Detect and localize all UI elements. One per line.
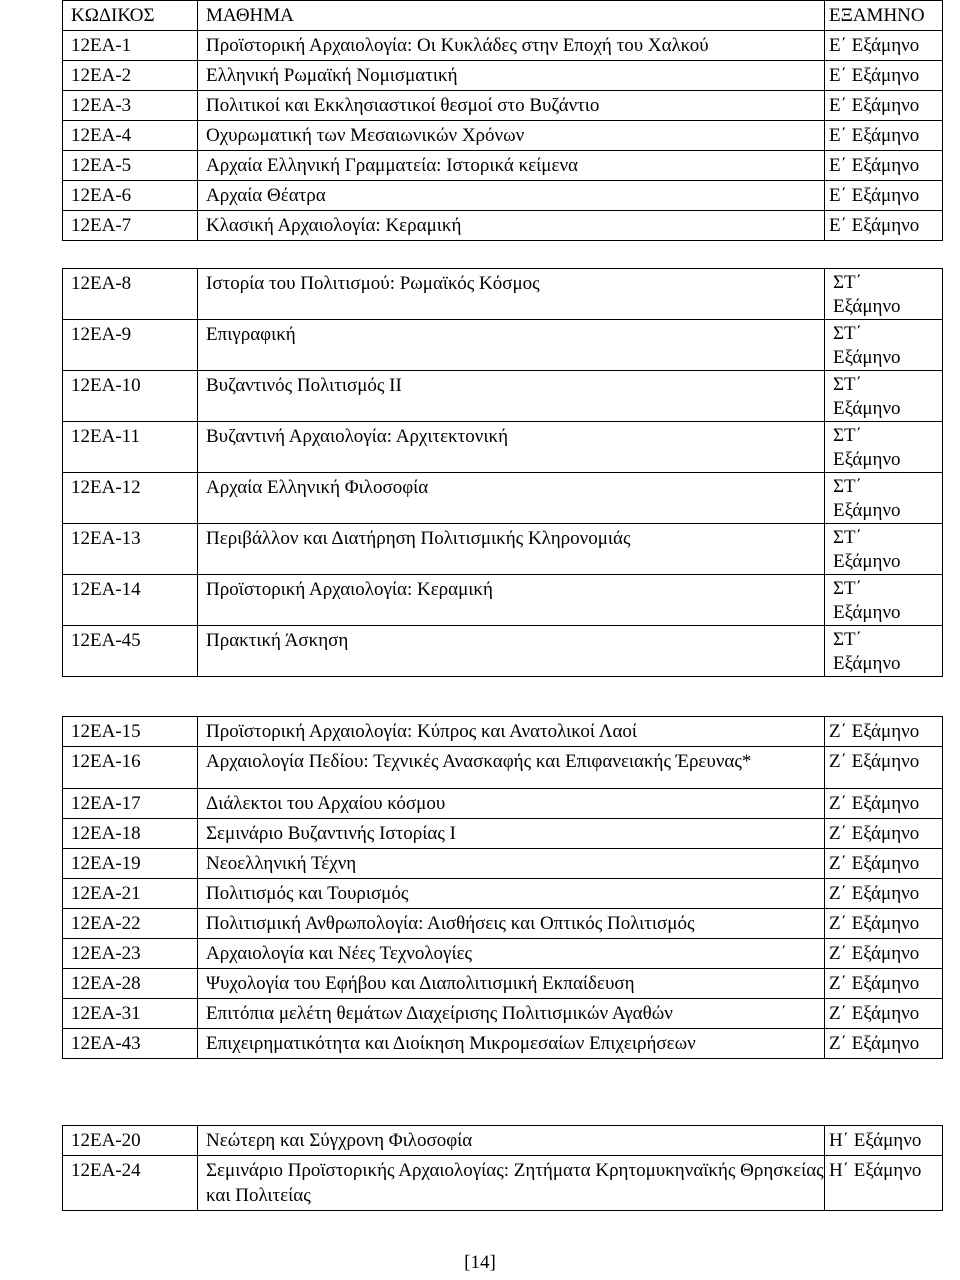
course-semester: Ε΄ Εξάμηνο xyxy=(825,31,943,61)
table-row xyxy=(63,31,943,61)
course-code: 12ΕΑ-12 xyxy=(63,473,198,524)
course-semester: Ζ΄ Εξάμηνο xyxy=(825,999,943,1029)
table-row xyxy=(63,151,943,181)
page-number: [14] xyxy=(464,1252,496,1273)
semester-line-2: Εξάμηνο xyxy=(833,347,901,368)
course-semester: Ε΄ Εξάμηνο xyxy=(825,61,943,91)
table-row xyxy=(63,879,943,909)
header-code: ΚΩΔΙΚΟΣ xyxy=(63,1,198,31)
course-title: Ψυχολογία του Εφήβου και Διαπολιτισμική Εκπαίδευση xyxy=(198,969,825,999)
course-code: 12ΕΑ-5 xyxy=(63,151,198,181)
table-row xyxy=(63,524,943,575)
course-title: Διάλεκτοι του Αρχαίου κόσμου xyxy=(198,789,825,819)
course-semester xyxy=(825,320,943,371)
semester-h-table-body xyxy=(63,1126,943,1211)
semester-st-table xyxy=(62,268,943,677)
course-code: 12ΕΑ-21 xyxy=(63,879,198,909)
course-title: Κλασική Αρχαιολογία: Κεραμική xyxy=(198,211,825,241)
course-title: Πολιτισμική Ανθρωπολογία: Αισθήσεις και Οπτικός Πολιτισμός xyxy=(198,909,825,939)
course-code: 12ΕΑ-23 xyxy=(63,939,198,969)
semester-line-2: Εξάμηνο xyxy=(833,398,901,419)
course-title: Ιστορία του Πολιτισμού: Ρωμαϊκός Κόσμος xyxy=(198,269,825,320)
course-code: 12ΕΑ-14 xyxy=(63,575,198,626)
semester-line-1: ΣΤ΄ xyxy=(833,323,862,344)
course-title: Νεοελληνική Τέχνη xyxy=(198,849,825,879)
course-code: 12ΕΑ-31 xyxy=(63,999,198,1029)
course-semester xyxy=(825,422,943,473)
course-semester xyxy=(825,269,943,320)
course-code: 12ΕΑ-45 xyxy=(63,626,198,677)
table-row xyxy=(63,371,943,422)
course-title: Αρχαιολογία Πεδίου: Τεχνικές Ανασκαφής και Επιφανειακής Έρευνας* xyxy=(198,747,825,789)
course-code: 12ΕΑ-24 xyxy=(63,1156,198,1211)
course-title: Πολιτικοί και Εκκλησιαστικοί θεσμοί στο Βυζάντιο xyxy=(198,91,825,121)
table-row xyxy=(63,849,943,879)
table-row xyxy=(63,61,943,91)
table-row xyxy=(63,320,943,371)
header-course: ΜΑΘΗΜΑ xyxy=(198,1,825,31)
semester-line-2: Εξάμηνο xyxy=(833,449,901,470)
course-title: Σεμινάριο Βυζαντινής Ιστορίας Ι xyxy=(198,819,825,849)
course-code: 12ΕΑ-8 xyxy=(63,269,198,320)
course-title: Πολιτισμός και Τουρισμός xyxy=(198,879,825,909)
semester-line-2: Εξάμηνο xyxy=(833,500,901,521)
course-code: 12ΕΑ-13 xyxy=(63,524,198,575)
course-code: 12ΕΑ-22 xyxy=(63,909,198,939)
course-code: 12ΕΑ-17 xyxy=(63,789,198,819)
course-code: 12ΕΑ-10 xyxy=(63,371,198,422)
semester-e-table xyxy=(62,0,943,241)
table-row xyxy=(63,473,943,524)
course-code: 12ΕΑ-19 xyxy=(63,849,198,879)
course-semester: Ζ΄ Εξάμηνο xyxy=(825,789,943,819)
course-semester xyxy=(825,575,943,626)
course-title: Σεμινάριο Προϊστορικής Αρχαιολογίας: Ζητήματα Κρητομυκηναϊκής Θρησκείας και Πολιτείας xyxy=(198,1156,825,1211)
course-semester xyxy=(825,473,943,524)
semester-e-table-body xyxy=(63,1,943,241)
course-code: 12ΕΑ-3 xyxy=(63,91,198,121)
course-semester: Ζ΄ Εξάμηνο xyxy=(825,819,943,849)
course-title: Νεώτερη και Σύγχρονη Φιλοσοφία xyxy=(198,1126,825,1156)
course-code: 12ΕΑ-16 xyxy=(63,747,198,789)
course-title: Οχυρωματική των Μεσαιωνικών Χρόνων xyxy=(198,121,825,151)
table-row xyxy=(63,575,943,626)
header-semester: ΕΞΑΜΗΝΟ xyxy=(825,1,943,31)
course-semester xyxy=(825,626,943,677)
course-code: 12ΕΑ-4 xyxy=(63,121,198,151)
course-code: 12ΕΑ-15 xyxy=(63,717,198,747)
course-code: 12ΕΑ-43 xyxy=(63,1029,198,1059)
semester-z-table-body xyxy=(63,717,943,1059)
course-semester: Ε΄ Εξάμηνο xyxy=(825,181,943,211)
course-code: 12ΕΑ-9 xyxy=(63,320,198,371)
course-semester: Ζ΄ Εξάμηνο xyxy=(825,909,943,939)
course-semester: Ε΄ Εξάμηνο xyxy=(825,151,943,181)
course-title: Ελληνική Ρωμαϊκή Νομισματική xyxy=(198,61,825,91)
course-title: Αρχαία Θέατρα xyxy=(198,181,825,211)
course-semester xyxy=(825,371,943,422)
semester-line-2: Εξάμηνο xyxy=(833,296,901,317)
course-semester: Η΄ Εξάμηνο xyxy=(825,1126,943,1156)
course-title: Προϊστορική Αρχαιολογία: Οι Κυκλάδες στην Εποχή του Χαλκού xyxy=(198,31,825,61)
table-row xyxy=(63,1126,943,1156)
course-semester: Ε΄ Εξάμηνο xyxy=(825,211,943,241)
course-semester xyxy=(825,524,943,575)
course-semester: Ζ΄ Εξάμηνο xyxy=(825,747,943,789)
semester-line-2: Εξάμηνο xyxy=(833,551,901,572)
table-row xyxy=(63,422,943,473)
course-semester: Ζ΄ Εξάμηνο xyxy=(825,939,943,969)
semester-line-1: ΣΤ΄ xyxy=(833,629,862,650)
table-row xyxy=(63,121,943,151)
table-row xyxy=(63,747,943,789)
course-semester: Ζ΄ Εξάμηνο xyxy=(825,1029,943,1059)
semester-line-1: ΣΤ΄ xyxy=(833,476,862,497)
table-row xyxy=(63,1029,943,1059)
course-code: 12ΕΑ-28 xyxy=(63,969,198,999)
course-semester: Ζ΄ Εξάμηνο xyxy=(825,879,943,909)
course-title: Περιβάλλον και Διατήρηση Πολιτισμικής Κληρονομιάς xyxy=(198,524,825,575)
course-title: Προϊστορική Αρχαιολογία: Κεραμική xyxy=(198,575,825,626)
table-header-row xyxy=(63,1,943,31)
course-code: 12ΕΑ-18 xyxy=(63,819,198,849)
table-row xyxy=(63,939,943,969)
table-row xyxy=(63,91,943,121)
course-semester: Ζ΄ Εξάμηνο xyxy=(825,969,943,999)
table-row xyxy=(63,717,943,747)
course-title: Επιτόπια μελέτη θεμάτων Διαχείρισης Πολιτισμικών Αγαθών xyxy=(198,999,825,1029)
course-semester: Ε΄ Εξάμηνο xyxy=(825,91,943,121)
semester-h-table xyxy=(62,1125,943,1211)
table-row xyxy=(63,789,943,819)
course-title: Προϊστορική Αρχαιολογία: Κύπρος και Ανατολικοί Λαοί xyxy=(198,717,825,747)
semester-line-1: ΣΤ΄ xyxy=(833,578,862,599)
course-title: Επιχειρηματικότητα και Διοίκηση Μικρομεσαίων Επιχειρήσεων xyxy=(198,1029,825,1059)
semester-st-table-body xyxy=(63,269,943,677)
semester-z-table xyxy=(62,716,943,1059)
table-row xyxy=(63,909,943,939)
course-title: Αρχαία Ελληνική Γραμματεία: Ιστορικά κείμενα xyxy=(198,151,825,181)
course-title: Αρχαία Ελληνική Φιλοσοφία xyxy=(198,473,825,524)
table-row xyxy=(63,969,943,999)
course-title: Επιγραφική xyxy=(198,320,825,371)
semester-line-1: ΣΤ΄ xyxy=(833,425,862,446)
table-row xyxy=(63,999,943,1029)
course-semester: Ε΄ Εξάμηνο xyxy=(825,121,943,151)
table-row xyxy=(63,211,943,241)
semester-line-1: ΣΤ΄ xyxy=(833,272,862,293)
course-title: Αρχαιολογία και Νέες Τεχνολογίες xyxy=(198,939,825,969)
course-semester: Ζ΄ Εξάμηνο xyxy=(825,849,943,879)
table-row xyxy=(63,181,943,211)
table-row xyxy=(63,1156,943,1211)
course-code: 12ΕΑ-7 xyxy=(63,211,198,241)
semester-line-1: ΣΤ΄ xyxy=(833,374,862,395)
table-row xyxy=(63,626,943,677)
course-code: 12ΕΑ-11 xyxy=(63,422,198,473)
semester-line-2: Εξάμηνο xyxy=(833,602,901,623)
semester-line-2: Εξάμηνο xyxy=(833,653,901,674)
semester-line-1: ΣΤ΄ xyxy=(833,527,862,548)
course-title: Βυζαντινός Πολιτισμός ΙΙ xyxy=(198,371,825,422)
course-semester: Ζ΄ Εξάμηνο xyxy=(825,717,943,747)
course-code: 12ΕΑ-6 xyxy=(63,181,198,211)
course-title: Πρακτική Άσκηση xyxy=(198,626,825,677)
course-code: 12ΕΑ-2 xyxy=(63,61,198,91)
course-semester: Η΄ Εξάμηνο xyxy=(825,1156,943,1211)
table-row xyxy=(63,269,943,320)
course-code: 12ΕΑ-1 xyxy=(63,31,198,61)
course-code: 12ΕΑ-20 xyxy=(63,1126,198,1156)
table-row xyxy=(63,819,943,849)
course-title: Βυζαντινή Αρχαιολογία: Αρχιτεκτονική xyxy=(198,422,825,473)
